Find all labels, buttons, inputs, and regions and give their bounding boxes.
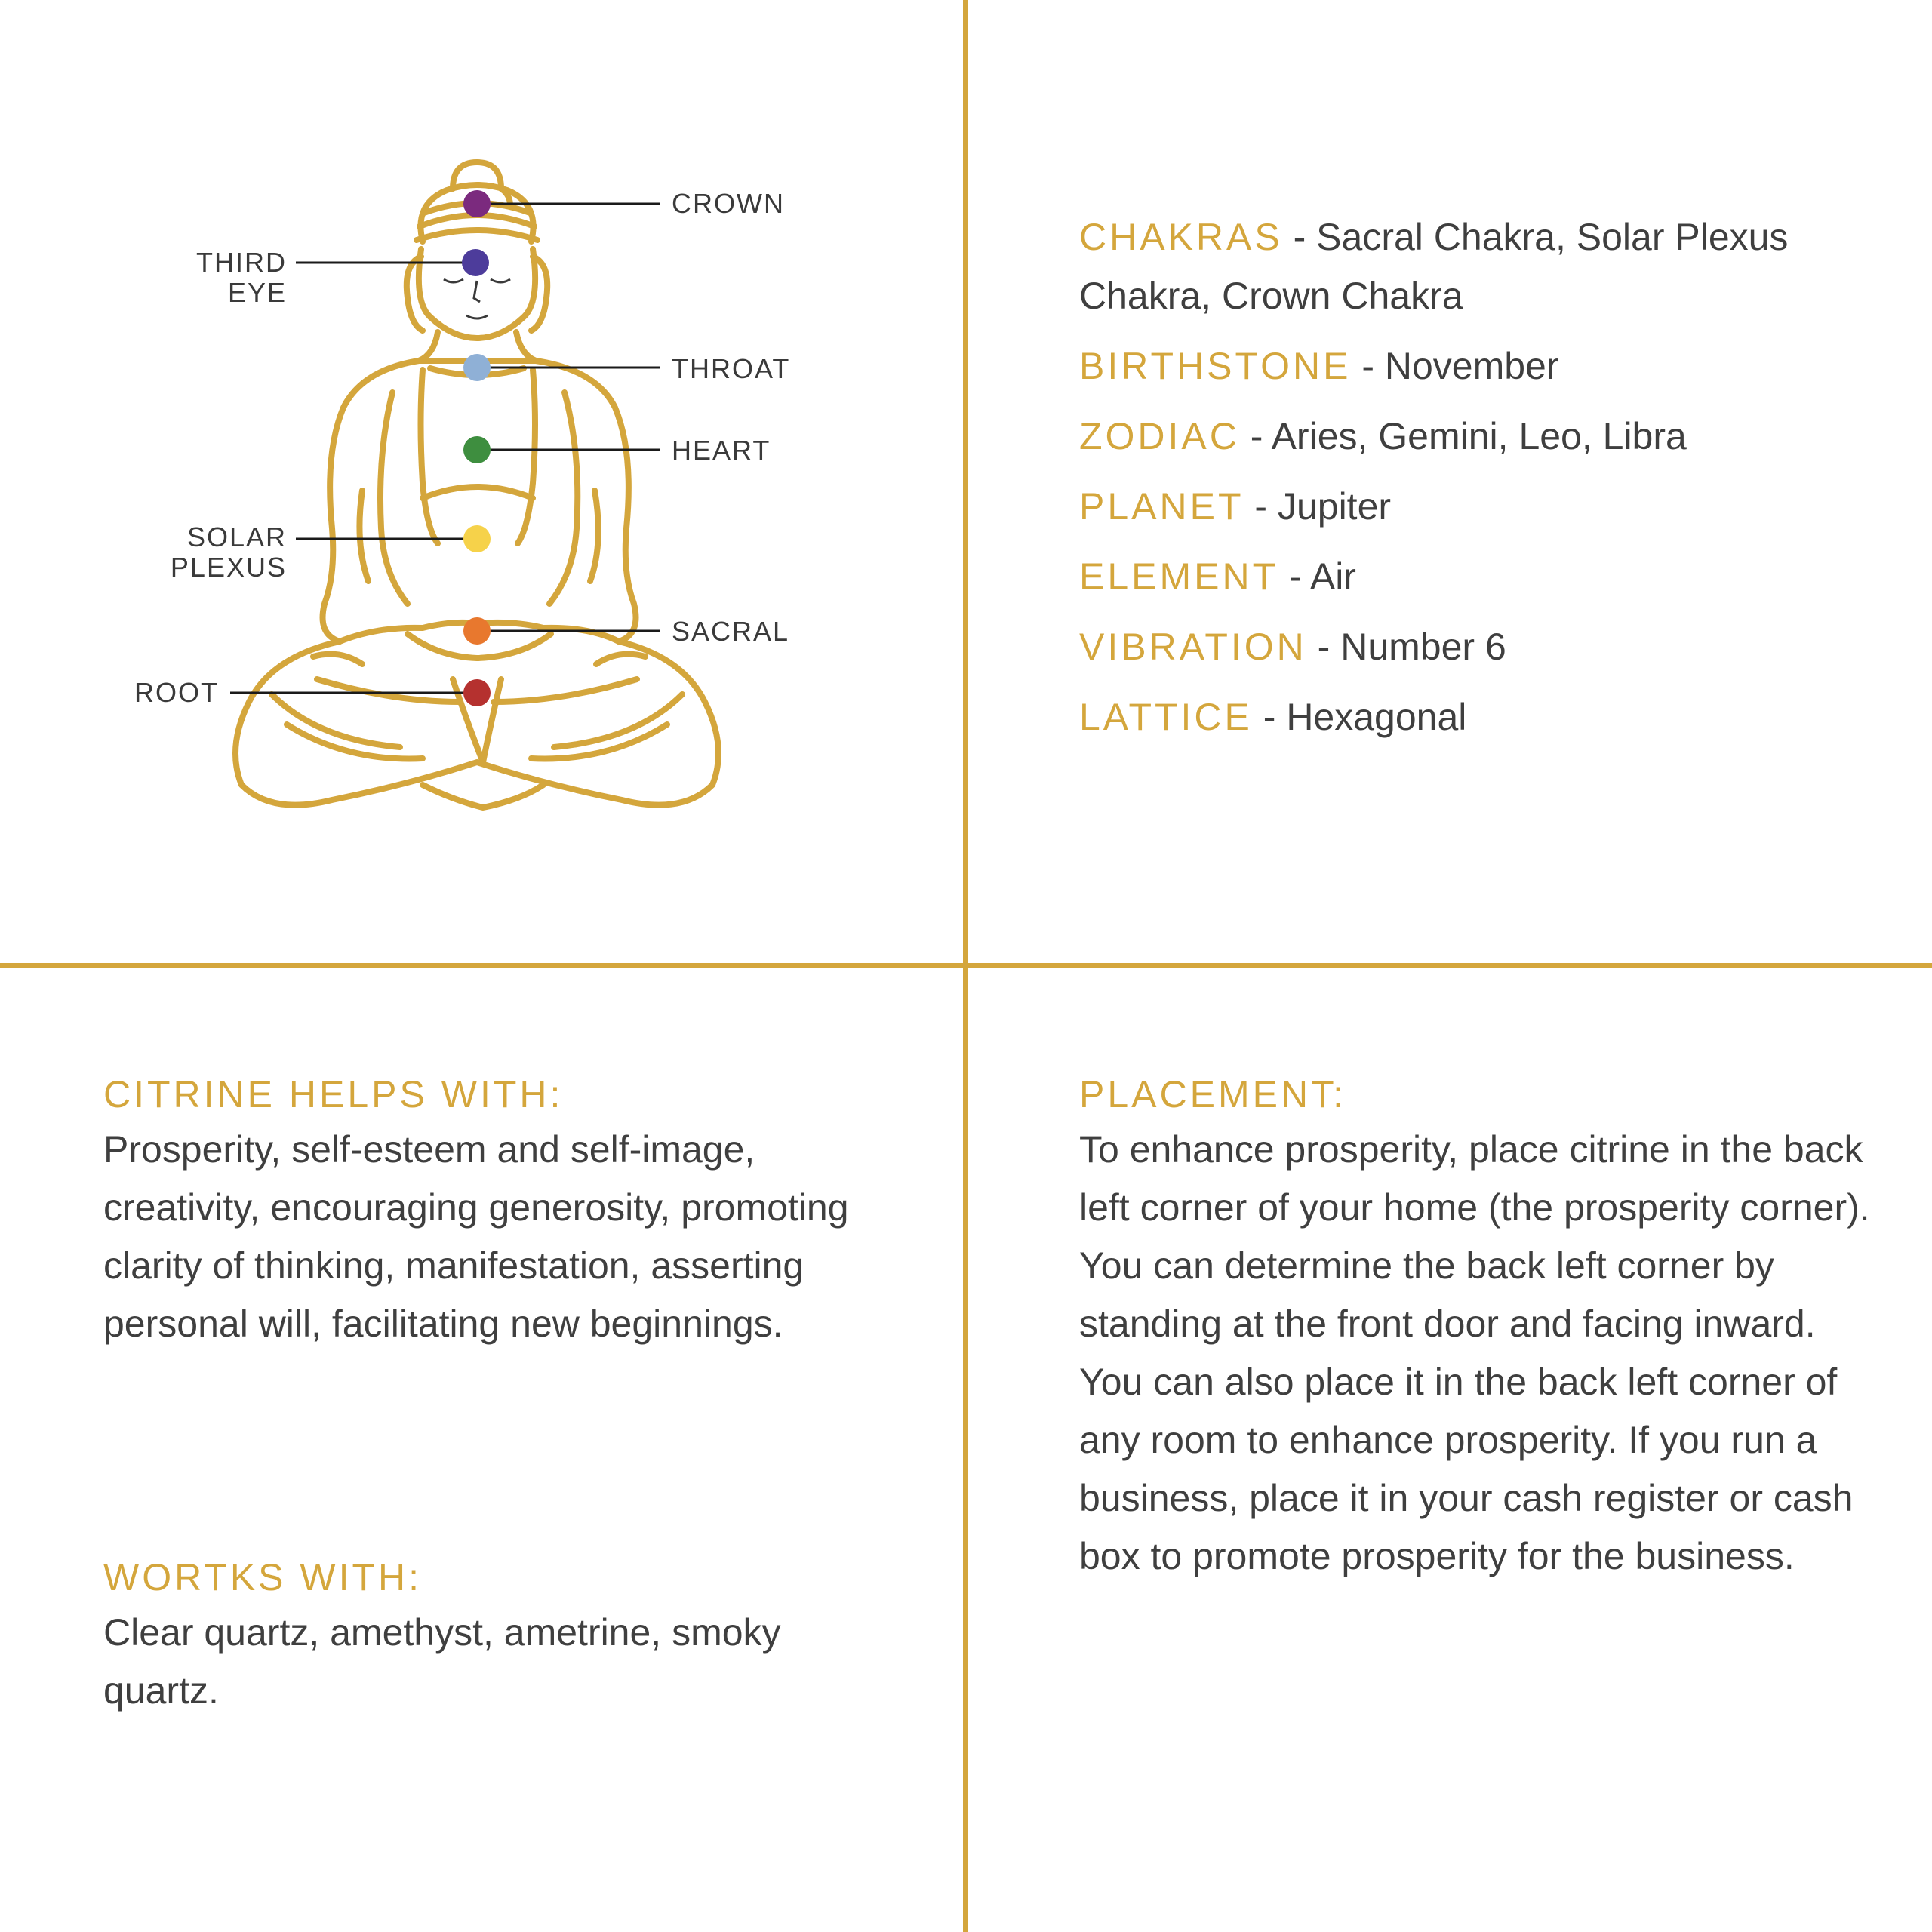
prop-value: - Number 6	[1306, 626, 1506, 668]
prop-zodiac	[1079, 407, 1879, 466]
prop-lattice	[1079, 688, 1879, 746]
prop-value: - Hexagonal	[1252, 696, 1467, 738]
helps-with-section	[103, 1068, 903, 1353]
placement-body: To enhance prosperity, place citrine in the back left corner of your home (the prosperity corner). You can determine the back left corner by standing at the front door and facing inward. You can also place it in the back left corner of any room to enhance prosperity. If you run a business, place it in your cash register or cash box to promote prosperity for the business.	[1079, 1128, 1870, 1577]
placement-section	[1079, 1068, 1879, 1586]
heart-dot	[463, 436, 491, 463]
third-eye-label-line2: EYE	[227, 277, 287, 308]
prop-key: ELEMENT	[1079, 555, 1279, 598]
prop-value: - Aries, Gemini, Leo, Libra	[1239, 415, 1687, 457]
works-with-section	[103, 1551, 903, 1720]
crown-dot	[463, 190, 491, 217]
prop-chakras	[1079, 208, 1879, 325]
throat-label: THROAT	[672, 353, 791, 384]
prop-element	[1079, 547, 1879, 606]
prop-key: VIBRATION	[1079, 626, 1307, 668]
helps-title: CITRINE HELPS WITH:	[103, 1073, 564, 1115]
prop-birthstone	[1079, 337, 1879, 395]
sacral-dot	[463, 617, 491, 645]
placement-title: PLACEMENT:	[1079, 1073, 1346, 1115]
crown-label: CROWN	[672, 188, 785, 219]
works-body: Clear quartz, amethyst, ametrine, smoky quartz.	[103, 1611, 781, 1712]
prop-value: - Sacral Chakra, Solar Plexus Chakra, Crown Chakra	[1079, 216, 1789, 317]
solar-dot	[463, 525, 491, 552]
chakra-diagram	[0, 0, 963, 963]
root-label: ROOT	[134, 677, 219, 708]
prop-value: - November	[1351, 345, 1559, 387]
horizontal-divider	[0, 963, 1932, 968]
properties-list	[1079, 208, 1879, 758]
heart-label: HEART	[672, 435, 771, 466]
root-dot	[463, 679, 491, 706]
solar-label-line2: PLEXUS	[170, 552, 287, 583]
helps-body: Prosperity, self-esteem and self-image, creativity, encouraging generosity, promoting clarity of thinking, manifestation, asserting personal will, facilitating new beginnings.	[103, 1128, 849, 1345]
third-eye-label	[136, 248, 287, 308]
works-title: WORTKS WITH:	[103, 1556, 423, 1598]
third-eye-dot	[462, 249, 489, 276]
third-eye-label-line1: THIRD	[196, 247, 287, 278]
solar-label-line1: SOLAR	[186, 521, 287, 552]
throat-dot	[463, 354, 491, 381]
solar-plexus-label	[136, 522, 287, 583]
prop-vibration	[1079, 617, 1879, 676]
prop-key: ZODIAC	[1079, 415, 1240, 457]
buddha-figure	[0, 0, 963, 963]
prop-key: LATTICE	[1079, 696, 1253, 738]
prop-key: BIRTHSTONE	[1079, 345, 1352, 387]
sacral-label: SACRAL	[672, 616, 790, 647]
prop-planet	[1079, 477, 1879, 536]
prop-key: PLANET	[1079, 485, 1244, 528]
prop-value: - Jupiter	[1244, 485, 1392, 528]
prop-key: CHAKRAS	[1079, 216, 1283, 258]
prop-value: - Air	[1278, 555, 1356, 598]
